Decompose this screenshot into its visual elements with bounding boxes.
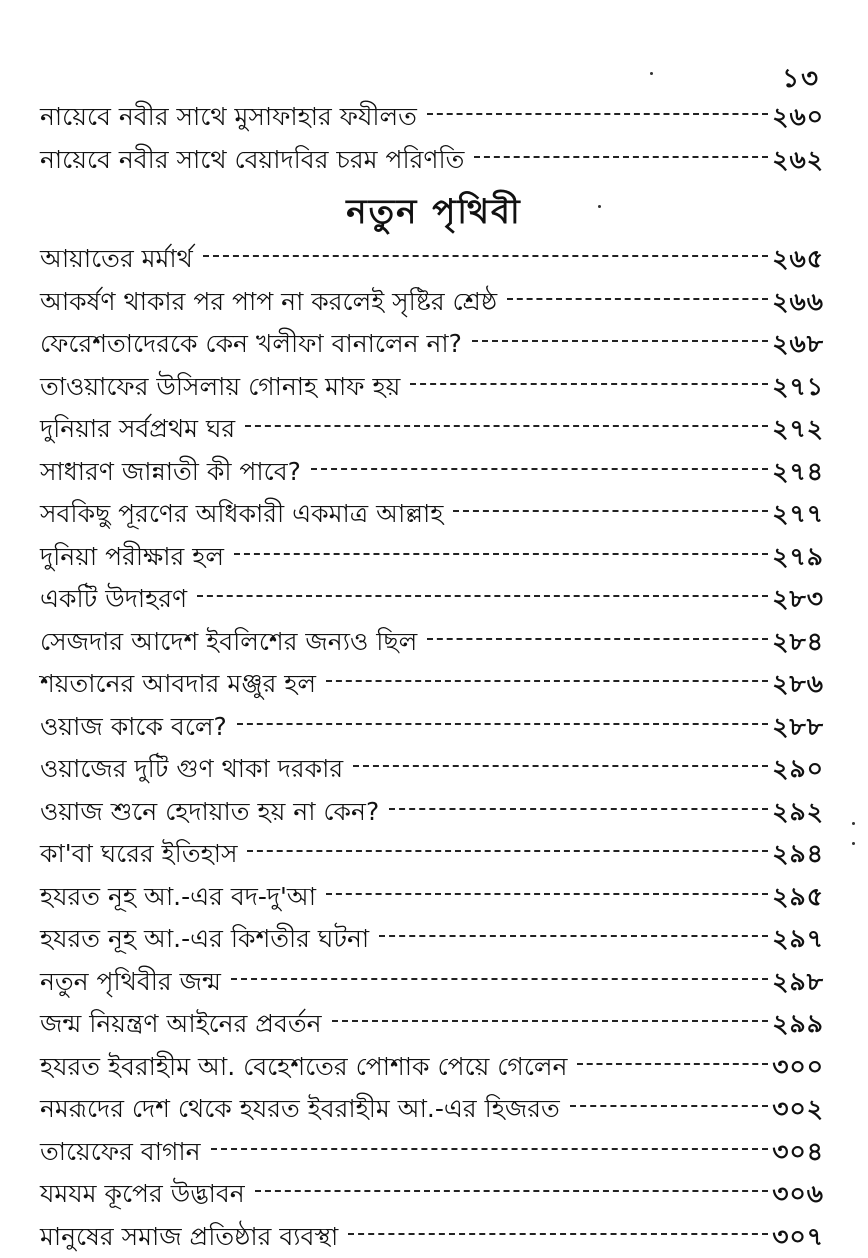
toc-entry-page: ৩০০ <box>772 1046 824 1089</box>
toc-entry <box>40 663 824 706</box>
print-speck <box>852 822 855 825</box>
toc-entry <box>40 408 824 451</box>
toc-entry-page: ২৬২ <box>772 139 824 182</box>
toc-entry-page: ২৭৭ <box>772 493 824 536</box>
toc-entry-page: ৩০৪ <box>772 1131 824 1174</box>
section-heading: নতুন পৃথিবী <box>0 186 868 243</box>
dotted-leader <box>247 850 768 852</box>
toc-entry <box>40 621 824 664</box>
toc-entry-title: হযরত ইবরাহীম আ. বেহেশতের পোশাক পেয়ে গেলেন <box>40 1046 577 1089</box>
toc-main-list <box>40 238 824 1258</box>
dotted-leader <box>353 765 768 767</box>
print-speck <box>650 72 653 75</box>
toc-entry-title: মানুষের সমাজ প্রতিষ্ঠার ব্যবস্থা <box>40 1216 348 1258</box>
toc-top-list <box>40 96 824 181</box>
toc-entry-title: হযরত নূহ আ.-এর কিশতীর ঘটনা <box>40 918 379 961</box>
dotted-leader <box>453 510 768 512</box>
toc-entry-title: নায়েবে নবীর সাথে বেয়াদবির চরম পরিণতি <box>40 139 474 182</box>
toc-entry-page: ২৯২ <box>772 791 824 834</box>
toc-entry <box>40 791 824 834</box>
toc-entry <box>40 1173 824 1216</box>
toc-entry <box>40 366 824 409</box>
toc-entry-page: ২৮৪ <box>772 621 824 664</box>
toc-entry-title: জন্ম নিয়ন্ত্রণ আইনের প্রবর্তন <box>40 1003 332 1046</box>
dotted-leader <box>237 723 769 725</box>
toc-entry-page: ২৭৪ <box>772 451 824 494</box>
toc-entry <box>40 1131 824 1174</box>
toc-entry-page: ৩০৭ <box>772 1216 824 1258</box>
dotted-leader <box>245 425 768 427</box>
dotted-leader <box>474 156 768 158</box>
toc-entry <box>40 706 824 749</box>
dotted-leader <box>389 808 768 810</box>
toc-entry-title: ওয়াজের দুটি গুণ থাকা দরকার <box>40 748 353 791</box>
toc-entry-title: নতুন পৃথিবীর জন্ম <box>40 961 231 1004</box>
toc-entry <box>40 918 824 961</box>
toc-entry-title: তাওয়াফের উসিলায় গোনাহ মাফ হয় <box>40 366 410 409</box>
toc-entry-page: ২৬৮ <box>772 323 824 366</box>
toc-entry-title: দুনিয়ার সর্বপ্রথম ঘর <box>40 408 245 451</box>
toc-entry-title: আয়াতের মর্মার্থ <box>40 238 203 281</box>
toc-entry <box>40 323 824 366</box>
toc-entry <box>40 139 824 182</box>
toc-entry-page: ২৬৫ <box>772 238 824 281</box>
toc-entry-page: ২৮৩ <box>772 578 824 621</box>
print-speck <box>852 842 855 845</box>
toc-entry-title: তায়েফের বাগান <box>40 1131 211 1174</box>
toc-entry <box>40 961 824 1004</box>
dotted-leader <box>570 1105 768 1107</box>
dotted-leader <box>326 893 768 895</box>
toc-entry-title: যমযম কূপের উদ্ভাবন <box>40 1173 255 1216</box>
toc-entry-title: কা'বা ঘরের ইতিহাস <box>40 833 247 876</box>
toc-entry <box>40 876 824 919</box>
toc-entry <box>40 833 824 876</box>
toc-entry-page: ৩০২ <box>772 1088 824 1131</box>
toc-entry-page: ২৯৪ <box>772 833 824 876</box>
toc-entry <box>40 1003 824 1046</box>
toc-entry-page: ২৯৫ <box>772 876 824 919</box>
toc-entry-title: নমরূদের দেশ থেকে হযরত ইবরাহীম আ.-এর হিজরত <box>40 1088 570 1131</box>
toc-entry-page: ২৬০ <box>772 96 824 139</box>
toc-entry-page: ২৯৮ <box>772 961 824 1004</box>
toc-entry-title: ওয়াজ কাকে বলে? <box>40 706 237 749</box>
toc-entry-page: ২৮৮ <box>772 706 824 749</box>
toc-entry <box>40 536 824 579</box>
toc-entry-title: আকর্ষণ থাকার পর পাপ না করলেই সৃষ্টির শ্রেষ্ঠ <box>40 281 507 324</box>
dotted-leader <box>234 553 768 555</box>
dotted-leader <box>326 680 768 682</box>
toc-entry-title: ওয়াজ শুনে হেদায়াত হয় না কেন? <box>40 791 389 834</box>
toc-entry <box>40 493 824 536</box>
toc-entry <box>40 281 824 324</box>
dotted-leader <box>427 638 768 640</box>
dotted-leader <box>507 298 768 300</box>
dotted-leader <box>255 1190 769 1192</box>
toc-entry-title: সবকিছু পূরণের অধিকারী একমাত্র আল্লাহ <box>40 493 453 536</box>
page-number: ১৩ <box>782 58 820 102</box>
toc-entry <box>40 578 824 621</box>
dotted-leader <box>203 255 768 257</box>
toc-entry-title: নায়েবে নবীর সাথে মুসাফাহার ফযীলত <box>40 96 427 139</box>
toc-entry-page: ২৭২ <box>772 408 824 451</box>
toc-entry <box>40 1216 824 1258</box>
dotted-leader <box>348 1233 768 1235</box>
toc-entry-title: সেজদার আদেশ ইবলিশের জন্যও ছিল <box>40 621 427 664</box>
dotted-leader <box>332 1020 769 1022</box>
toc-entry-title: হযরত নূহ আ.-এর বদ-দু'আ <box>40 876 326 919</box>
dotted-leader <box>379 935 768 937</box>
toc-entry-page: ৩০৬ <box>772 1173 824 1216</box>
toc-entry-page: ২৯০ <box>772 748 824 791</box>
dotted-leader <box>472 340 768 342</box>
toc-entry <box>40 1088 824 1131</box>
toc-entry-title: একটি উদাহরণ <box>40 578 197 621</box>
toc-entry <box>40 451 824 494</box>
dotted-leader <box>231 978 768 980</box>
toc-entry-page: ২৯৭ <box>772 918 824 961</box>
dotted-leader <box>427 113 768 115</box>
toc-entry-page: ২৭৯ <box>772 536 824 579</box>
toc-entry-page: ২৮৬ <box>772 663 824 706</box>
toc-entry <box>40 1046 824 1089</box>
toc-entry-title: সাধারণ জান্নাতী কী পাবে? <box>40 451 311 494</box>
toc-entry-page: ২৬৬ <box>772 281 824 324</box>
toc-entry-page: ২৯৯ <box>772 1003 824 1046</box>
toc-entry-title: দুনিয়া পরীক্ষার হল <box>40 536 234 579</box>
dotted-leader <box>410 383 768 385</box>
toc-entry-title: ফেরেশতাদেরকে কেন খলীফা বানালেন না? <box>40 323 472 366</box>
print-speck <box>598 205 601 208</box>
dotted-leader <box>311 468 768 470</box>
toc-entry <box>40 96 824 139</box>
toc-entry-title: শয়তানের আবদার মঞ্জুর হল <box>40 663 326 706</box>
toc-entry-page: ২৭১ <box>772 366 824 409</box>
dotted-leader <box>211 1148 769 1150</box>
toc-entry <box>40 748 824 791</box>
toc-entry <box>40 238 824 281</box>
dotted-leader <box>197 595 768 597</box>
dotted-leader <box>577 1063 768 1065</box>
